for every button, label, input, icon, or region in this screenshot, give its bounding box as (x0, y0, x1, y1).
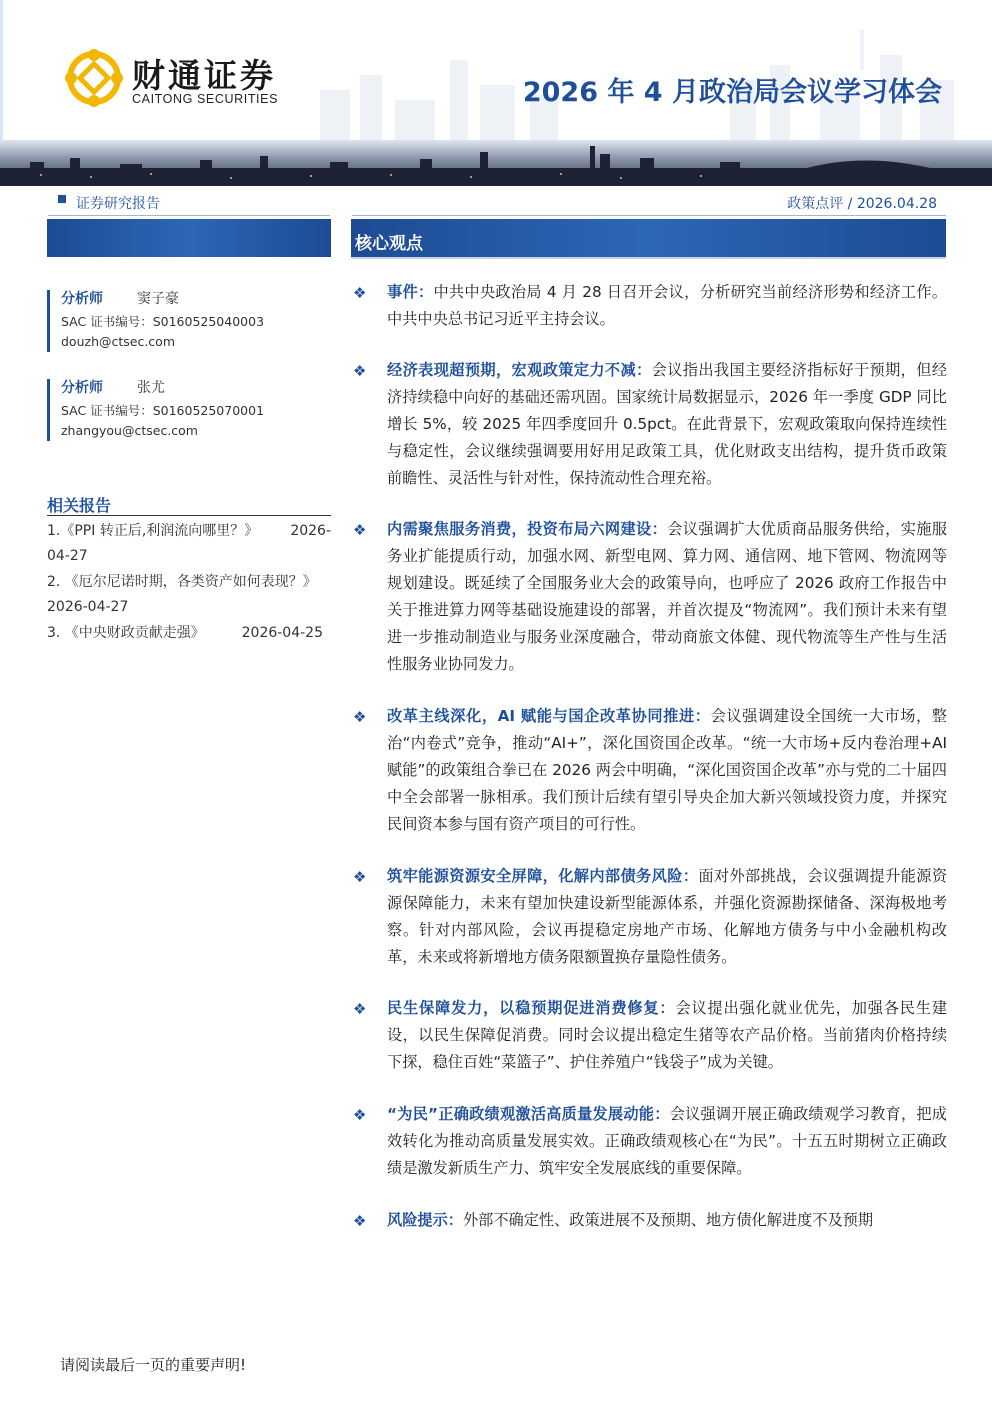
related-report-date: 04-27 (47, 548, 88, 564)
analyst-accent-line (47, 290, 50, 352)
diamond-bullet-icon: ❖ (353, 362, 367, 380)
core-point-heading: “为民”正确政绩观激活高质量发展动能： (387, 1105, 670, 1123)
related-report-item[interactable] (47, 519, 331, 569)
brand-name-cn: 财通证券 (132, 56, 276, 95)
core-point-paragraph (387, 357, 947, 492)
core-point-paragraph (387, 703, 947, 838)
divider (352, 215, 946, 216)
related-report-item[interactable] (47, 621, 331, 646)
core-point-paragraph (387, 863, 947, 971)
diamond-bullet-icon: ❖ (353, 708, 367, 726)
core-point-body: 中共中央政治局 4 月 28 日召开会议，分析研究当前经济形势和经济工作。中共中央总书记习近平主持会议。 (387, 283, 947, 328)
brand-name-en: CAITONG SECURITIES (132, 92, 279, 106)
report-category-date: 政策点评 / 2026.04.28 (787, 196, 937, 212)
core-point-body: 会议强调扩大优质商品服务供给，实施服务业扩能提质行动，加强水网、新型电网、算力网、通信网、地下管网、物流网等规划建设。既延续了全国服务业大会的政策导向，也呼应了 2026 政府工作报告中关于推进算力网等基础设施建设的部署，并首次提及“物流网”。我们预计未来有望进一步推动制造业与服务业深度融合，带动商旅文体健、现代物流等生产性与生活性服务业协同发力。 (387, 520, 948, 673)
core-point-body: 会议提出强化就业优先，加强各民生建设，以民生保障促消费。同时会议提出稳定生猪等农产品价格。当前猪肉价格持续下探，稳住百姓“菜篮子”、护住养殖户“钱袋子”成为关键。 (387, 999, 948, 1071)
analyst-card (47, 377, 331, 443)
diamond-bullet-icon: ❖ (353, 521, 367, 539)
sidebar-header-bar (47, 219, 331, 257)
related-report-item[interactable] (47, 570, 331, 620)
core-point-paragraph (387, 516, 947, 678)
report-title: 2026 年 4 月政治局会议学习体会 (522, 77, 942, 108)
core-point-body: 会议指出我国主要经济指标好于预期，但经济持续稳中向好的基础还需巩固。国家统计局数据显示，2026 年一季度 GDP 同比增长 5%，较 2025 年四季度回升 0.5pct。在此背景下，宏观政策取向保持连续性与稳定性，会议继续强调要用好用足政策工具，优化财政支出结构，提升货币政策前瞻性、灵活性与针对性，保持流动性合理充裕。 (387, 361, 948, 487)
analyst-sac-id: SAC 证书编号：S0160525070001 (61, 403, 265, 418)
divider (351, 257, 946, 259)
analyst-role: 分析师 (61, 291, 103, 307)
related-report-date: 2026- (290, 523, 331, 539)
analyst-accent-line (47, 379, 50, 441)
core-point-body: 会议强调建设全国统一大市场，整治“内卷式”竞争，推动“AI+”，深化国资国企改革。“统一大市场+反内卷治理+AI 赋能”的政策组合拳已在 2026 两会中明确，“深化国资国企改革”亦与党的二十届四中全会部署一脉相承。我们预计后续有望引导央企加大新兴领域投资力度，并探究民间资本参与国有资产项目的可行性。 (387, 707, 947, 833)
related-report-text: 2. 《厄尔尼诺时期，各类资产如何表现？》 (47, 574, 317, 590)
diamond-bullet-icon: ❖ (353, 868, 367, 886)
core-point-heading: 事件： (387, 283, 434, 301)
core-point-heading: 内需聚焦服务消费，投资布局六网建设： (387, 520, 668, 538)
city-banner-image (0, 140, 992, 186)
core-point-body: 会议强调开展正确政绩观学习教育，把成效转化为推动高质量发展实效。正确政绩观核心在“为民”。十五五时期树立正确政绩是激发新质生产力、筑牢安全发展底线的重要保障。 (387, 1105, 947, 1177)
related-reports-title: 相关报告 (47, 496, 112, 515)
core-point-heading: 改革主线深化，AI 赋能与国企改革协同推进： (387, 707, 711, 725)
related-report-date: 2026-04-27 (47, 599, 129, 615)
diamond-bullet-icon: ❖ (353, 1106, 367, 1124)
analyst-email[interactable]: douzh@ctsec.com (61, 334, 176, 349)
core-point-body: 面对外部挑战，会议强调提升能源资源保障能力，未来有望加快建设新型能源体系，并强化资源勘探储备、深海极地考察。针对内部风险，会议再提稳定房地产市场、化解地方债务与中小金融机构改革，未来或将新增地方债务限额置换存量隐性债务。 (387, 867, 948, 966)
left-accent-line (0, 0, 3, 145)
diamond-bullet-icon: ❖ (353, 284, 367, 302)
disclaimer-note: 请阅读最后一页的重要声明! (60, 1356, 247, 1374)
analyst-name: 窦子豪 (137, 291, 179, 307)
caitong-logo-icon (62, 46, 126, 110)
analyst-card (47, 288, 331, 354)
core-point-heading: 经济表现超预期，宏观政策定力不减： (387, 361, 652, 379)
core-point-paragraph (387, 995, 947, 1076)
core-point-heading: 风险提示： (387, 1211, 463, 1229)
core-point-body: 外部不确定性、政策进展不及预期、地方债化解进度不及预期 (462, 1211, 873, 1229)
diamond-bullet-icon: ❖ (353, 1212, 367, 1230)
diamond-bullet-icon: ❖ (353, 1000, 367, 1018)
divider (47, 515, 331, 516)
square-bullet-icon (58, 195, 66, 203)
analyst-name: 张尤 (137, 380, 165, 396)
core-view-title: 核心观点 (355, 234, 423, 254)
core-point-heading: 民生保障发力，以稳预期促进消费修复： (387, 999, 676, 1017)
report-type-label: 证券研究报告 (76, 196, 160, 212)
core-point-heading: 筑牢能源资源安全屏障，化解内部债务风险： (387, 867, 699, 885)
analyst-sac-id: SAC 证书编号：S0160525040003 (61, 314, 265, 329)
core-point-paragraph (387, 1207, 947, 1234)
core-point-paragraph (387, 1101, 947, 1182)
divider (48, 215, 330, 216)
related-report-date: 2026-04-25 (241, 625, 323, 641)
related-report-text: 3. 《中央财政贡献走强》 (47, 625, 205, 641)
related-report-text: 1.《PPI 转正后,利润流向哪里？》 (47, 523, 259, 539)
core-point-paragraph (387, 279, 947, 333)
core-view-bar (351, 219, 946, 257)
analyst-role: 分析师 (61, 380, 103, 396)
analyst-email[interactable]: zhangyou@ctsec.com (61, 423, 198, 438)
